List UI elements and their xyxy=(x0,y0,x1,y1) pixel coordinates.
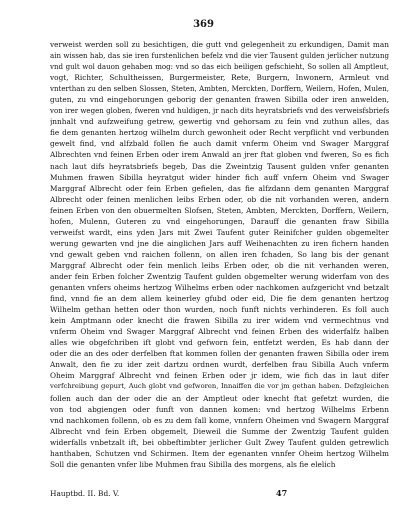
text-line: verfchreibung gepurt, Auch globt vnd gefworen, Innaiffen die vor jm gethan haben. Defzgleichen xyxy=(50,382,389,391)
text-line: Albrecht vnd fein Erben obgemelt, Dieweil die Summe der Zwentzig Taufent gulden xyxy=(50,426,389,436)
page-footer xyxy=(50,488,389,499)
text-line: ander fein Erben folcher Zwentzig Taufent gulden obgemelter werung widerfam von des xyxy=(50,271,389,281)
text-line: vogt, Richter, Schultheissen, Burgermeister, Rete, Burgern, Inwonern, Armleut vnd xyxy=(50,73,389,83)
text-line: genanten vnfers oheims hertzog Wilhelms erben oder nachkomen aufzgericht vnd betzalt xyxy=(50,283,389,293)
signature-mark: Hauptbd. II. Bd. V. xyxy=(50,489,120,498)
text-line: Albrecht oder feinen menlichen leibs Erben oder, ob die nit vorhanden weren, andern xyxy=(50,194,389,204)
text-line: gewelt find, vnd alfzbald follen fie auch damit vnferm Oheim vnd Swager Marggraf xyxy=(50,139,389,149)
text-line: guten, zu vnd eingehorungen geborig der genanten frawen Sibilla oder iren anwelden, xyxy=(50,95,389,105)
text-line: verweist werden soll zu besichtigen, die gutt vnd gelegenheit zu erkundigen, Damit man xyxy=(50,40,389,49)
text-line: von irer wegen globen, fweren vnd huldigen, jr nach dits heyratsbriefs vnd des verweisfsbriefs xyxy=(50,106,389,116)
text-line: vnd nachkomen follenn, ob es zu dem fall kome, vnnfern Oheimen vnd Swagern Marggraf xyxy=(50,415,389,425)
text-line: feinen Erben von den obuermelten Slofsen, Steten, Ambten, Merckten, Dorffern, Weilern, xyxy=(50,205,389,215)
text-line: vnd gult wol dauon gehaben mog: vnd so das eich beiligen gefschieht, So sollen all Amptleut, xyxy=(50,62,389,72)
text-line: widerfalls vnbetzalt ift, bei obbeftimbter jerlicher Gult Zwey Taufent gulden getrewlich xyxy=(50,437,389,447)
text-line: fie dem genanten hertzog wilhelm durch gewonheit oder Recht verpflicht vnd verbunden xyxy=(50,128,389,138)
text-line: von tod abgiengen oder funft von dannen komen: vnd hertzog Wilhelms Erbenn xyxy=(50,404,389,414)
text-line: jnnhalt vnd aufzweifung getrew, gewertig vnd gehorsam zu fein vnd zuthun alles, das xyxy=(50,117,389,127)
text-line: hofen, Mulenn, Guteren zu vnd eingehorungen, Darauff die genanten fraw Sibilla xyxy=(50,216,389,226)
sheet-number: 47 xyxy=(276,488,288,498)
text-line: hanthaben, Schutzen vnd Schirmen. Item der egenanten vnnfer Oheim hertzog Wilhelm xyxy=(50,448,389,458)
text-line: kein Amptmann oder knecht die frawen Sibilla zu irer widem vnd vermechtnus vnd xyxy=(50,316,389,326)
text-line: alles wie obgefchriben ift globt vnd gefworn fein, entfetzt werden, Es hab dann der xyxy=(50,338,389,348)
text-line: verweifst wardt, eins yden Jars mit Zwei Taufent guter Reinifcher gulden obgemelter xyxy=(50,227,389,237)
body-text xyxy=(50,39,389,470)
text-line: Wilhelm gethan hetten oder thon wurden, noch funft nichts verhinderen. Es foll auch xyxy=(50,305,389,315)
text-line: follen auch dan der oder die an der Amptleut oder knecht ftat gefetzt wurden, die xyxy=(50,393,389,403)
text-line: Soll die genanten vnfer libe Muhmen frau Sibilla des morgens, als fie elelich xyxy=(50,459,336,469)
text-line: vnterthan zu den selben Slossen, Steten, Ambten, Merckten, Dorffern, Weilern, Hofen, Mulen, xyxy=(50,84,389,94)
text-line: vnferm Oheim vnd Swager Marggraf Albrecht vnd feinen Erben des widerfalfz halben xyxy=(50,327,389,337)
text-line: oder die an des oder derfelben ftat kommen follen der genanten frawen Sibilla oder irem xyxy=(50,349,389,359)
text-line: Marggraf Albrecht oder fein menlich leibs Erben oder, ob die nit verhanden weren, xyxy=(50,260,389,270)
text-line: vnd gewalt geben vnd raichen follenn, on allen iren fchaden, So lang bis der genant xyxy=(50,249,389,259)
page-number: 369 xyxy=(193,19,214,30)
text-line: nach laut difs heyratsbriefs begeb, Das die Zweintzig Tausent gulden vnfer genanten xyxy=(50,161,389,171)
text-line: Muhmen frawen Sibilla heyratgut wider hinder fich auff vnfern Oheim vnd Swager xyxy=(50,172,389,182)
text-line: Marggraf Albrecht oder fein Erben gefielen, das fie alfzdann dem genanten Marggraf xyxy=(50,183,389,193)
text-line: Albrechten vnd feinen Erben oder irem Anwald an jrer ftat globen vnd fweren, So es fich xyxy=(50,150,389,160)
text-line: ain wissen hab, das sie iren furstenlichen befelz vnd die vier Tausent gulden jerlicher nutzung xyxy=(50,51,389,61)
text-line: find, vnnd fie an dem allem keinerley gfubd oder eid, Die fie dem genanten hertzog xyxy=(50,294,389,304)
text-line: Oheim Marggraf Albrecht vnd feinen Erben oder jr idem, wie fich das in laut difer xyxy=(50,371,389,381)
text-line: Anwalt, den fie zu ider zeit dartzu ordnen wurdt, derfelben frau Sibilla Auch vnferm xyxy=(50,360,389,370)
text-line: werung gewarten vnd jne die ainglichen Jars auff Weihenachten zu iren fichern handen xyxy=(50,238,389,248)
